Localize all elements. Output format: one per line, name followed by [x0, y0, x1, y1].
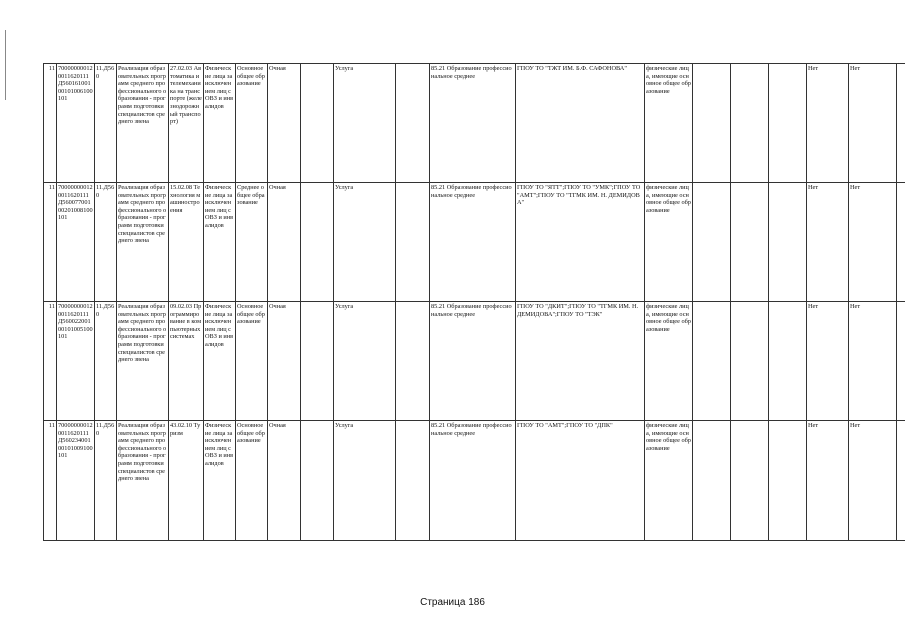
cell-spec: 15.02.08 Технология машиностроения	[169, 183, 204, 302]
cell-consumers: физические лица, имеющие основное общее образование	[645, 302, 693, 421]
cell-kind: Услуга	[334, 421, 396, 541]
cell-yes2: Нет	[849, 421, 897, 541]
cell-form: Очная	[268, 302, 301, 421]
cell-e3	[693, 183, 731, 302]
cell-okved: 85.21 Образование профессиональное среднее	[430, 183, 516, 302]
cell-e5	[769, 183, 807, 302]
cell-yes1: Нет	[807, 183, 849, 302]
cell-e2	[396, 421, 430, 541]
cell-yes1: Нет	[807, 302, 849, 421]
cell-e3	[693, 421, 731, 541]
cell-e1	[301, 302, 334, 421]
cell-form: Очная	[268, 64, 301, 183]
cell-e4	[731, 302, 769, 421]
cell-spec: 27.02.03 Автоматика и телемеханика на транспорте (железнодорожный транспорт)	[169, 64, 204, 183]
cell-base: Основное общее образование	[236, 64, 268, 183]
cell-e6	[897, 64, 905, 183]
cell-consumers: физические лица, имеющие основное общее образование	[645, 421, 693, 541]
cell-e6	[897, 302, 905, 421]
cell-e4	[731, 183, 769, 302]
cell-e1	[301, 64, 334, 183]
cell-name: Реализация образовательных программ среднего профессионального образования - программ подготовки специалистов среднего звена	[117, 302, 169, 421]
cell-e5	[769, 302, 807, 421]
cell-col3: 11.Д56 0	[95, 183, 117, 302]
cell-num: 11	[44, 302, 57, 421]
cell-e2	[396, 64, 430, 183]
cell-consumers: физические лица, имеющие основное общее образование	[645, 64, 693, 183]
cell-form: Очная	[268, 183, 301, 302]
registry-table	[43, 63, 905, 541]
cell-spec: 43.02.10 Туризм	[169, 421, 204, 541]
cell-num: 11	[44, 183, 57, 302]
page-footer: Страница 186	[420, 597, 485, 608]
cell-cat: Физические лица за исключением лиц с ОВЗ и инвалидов	[204, 302, 236, 421]
cell-yes1: Нет	[807, 421, 849, 541]
cell-form: Очная	[268, 421, 301, 541]
cell-kind: Услуга	[334, 183, 396, 302]
cell-name: Реализация образовательных программ среднего профессионального образования - программ подготовки специалистов среднего звена	[117, 64, 169, 183]
cell-col3: 11.Д56 0	[95, 302, 117, 421]
cell-yes2: Нет	[849, 302, 897, 421]
table-row	[44, 421, 905, 541]
cell-kind: Услуга	[334, 302, 396, 421]
cell-spec: 09.02.03 Программирование в компьютерных системах	[169, 302, 204, 421]
cell-code: 700000000120011620111Д56007700100201008100101	[57, 183, 95, 302]
cell-code: 700000000120011620111Д56002200100101005100101	[57, 302, 95, 421]
left-margin-line	[5, 30, 6, 100]
table-row	[44, 183, 905, 302]
cell-org: ГПОУ ТО "АМТ";ГПОУ ТО "ДПК"	[516, 421, 645, 541]
cell-base: Основное общее образование	[236, 421, 268, 541]
cell-e5	[769, 64, 807, 183]
cell-yes2: Нет	[849, 183, 897, 302]
cell-okved: 85.21 Образование профессиональное среднее	[430, 421, 516, 541]
cell-num: 11	[44, 64, 57, 183]
cell-base: Основное общее образование	[236, 302, 268, 421]
cell-org: ГПОУ ТО "ТЖТ ИМ. Б.Ф. САФОНОВА"	[516, 64, 645, 183]
cell-e2	[396, 302, 430, 421]
cell-e4	[731, 64, 769, 183]
cell-yes1: Нет	[807, 64, 849, 183]
cell-yes2: Нет	[849, 64, 897, 183]
table-row	[44, 64, 905, 183]
cell-org: ГПОУ ТО "ЯТТ";ГПОУ ТО "УМК";ГПОУ ТО "АМТ";ГПОУ ТО "ТГМК ИМ. Н. ДЕМИДОВА"	[516, 183, 645, 302]
cell-code: 700000000120011620111Д56016100100101006100101	[57, 64, 95, 183]
cell-okved: 85.21 Образование профессиональное среднее	[430, 302, 516, 421]
cell-e1	[301, 421, 334, 541]
registry-table-body	[44, 64, 905, 541]
cell-okved: 85.21 Образование профессиональное среднее	[430, 64, 516, 183]
cell-e2	[396, 183, 430, 302]
cell-name: Реализация образовательных программ среднего профессионального образования - программ подготовки специалистов среднего звена	[117, 421, 169, 541]
cell-kind: Услуга	[334, 64, 396, 183]
cell-e3	[693, 302, 731, 421]
cell-e3	[693, 64, 731, 183]
cell-name: Реализация образовательных программ среднего профессионального образования - программ подготовки специалистов среднего звена	[117, 183, 169, 302]
cell-cat: Физические лица за исключением лиц с ОВЗ и инвалидов	[204, 421, 236, 541]
cell-base: Среднее общее образование	[236, 183, 268, 302]
cell-num: 11	[44, 421, 57, 541]
cell-e1	[301, 183, 334, 302]
cell-e5	[769, 421, 807, 541]
cell-code: 700000000120011620111Д56023400100101009100101	[57, 421, 95, 541]
table-row	[44, 302, 905, 421]
cell-e4	[731, 421, 769, 541]
cell-cat: Физические лица за исключением лиц с ОВЗ и инвалидов	[204, 64, 236, 183]
cell-e6	[897, 183, 905, 302]
cell-col3: 11.Д56 0	[95, 421, 117, 541]
cell-cat: Физические лица за исключением лиц с ОВЗ и инвалидов	[204, 183, 236, 302]
cell-col3: 11.Д56 0	[95, 64, 117, 183]
cell-e6	[897, 421, 905, 541]
cell-org: ГПОУ ТО "ДКИТ";ГПОУ ТО "ТГМК ИМ. Н. ДЕМИДОВА";ГПОУ ТО "ТЭК"	[516, 302, 645, 421]
cell-consumers: физические лица, имеющие основное общее образование	[645, 183, 693, 302]
